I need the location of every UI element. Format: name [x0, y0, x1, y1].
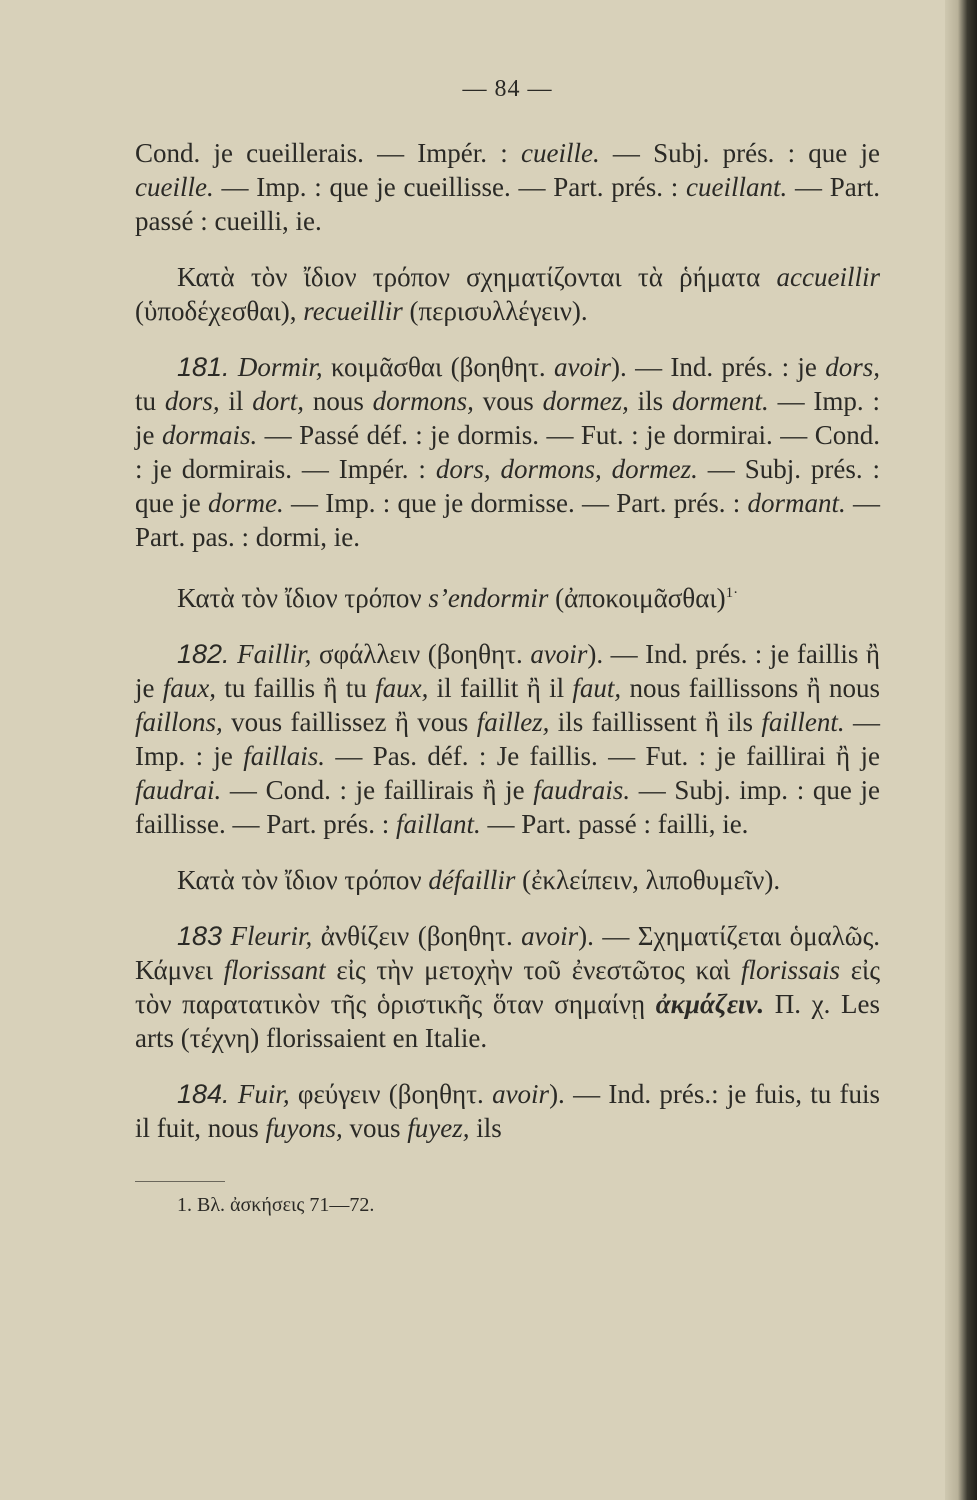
italic-text: avoir: [554, 352, 612, 382]
paragraph-p6: [135, 863, 880, 897]
italic-text: défaillir: [428, 865, 516, 895]
italic-text: faudrais.: [533, 775, 631, 805]
text-run: κοιμᾶσθαι (βοηθητ.: [322, 352, 555, 382]
page-content: [135, 72, 880, 1218]
text-run: (περισυλλέγειν).: [402, 296, 588, 326]
italic-text: dort,: [252, 386, 305, 416]
text-run: εἰς τὴν μετοχὴν τοῦ ἐνεστῶτος καὶ: [325, 955, 741, 985]
text-run: ἀνθίζειν (βοηθητ.: [312, 921, 522, 951]
text-run: vous: [342, 1113, 408, 1143]
text-run: — Subj. prés. : que je: [599, 138, 880, 168]
italic-text: dormais.: [161, 420, 258, 450]
text-run: φεύγειν (βοηθητ.: [289, 1079, 493, 1109]
text-run: [222, 921, 230, 951]
italic-text: dors,: [825, 352, 881, 382]
italic-text: avoir: [521, 921, 579, 951]
italic-text: dorme.: [207, 488, 284, 518]
text-run: — Imp. : que je cueillisse. — Part. prés. :: [213, 172, 686, 202]
text-run: ils: [628, 386, 672, 416]
paragraph-p8: [135, 1077, 880, 1145]
section-number: 184.: [177, 1079, 230, 1109]
emphasized-text: ἀκμάζειν.: [655, 989, 765, 1019]
text-run: nous faillissons ἢ nous: [621, 673, 880, 703]
section-number: 183: [177, 921, 223, 951]
paragraph-p3: [135, 350, 880, 554]
text-run: vous faillissez ἢ vous: [222, 707, 477, 737]
italic-text: dormant.: [747, 488, 846, 518]
text-run: εἰς τὸν παρατατικὸν τῆς ὁριστικῆς ὅταν σημαίνῃ: [135, 955, 881, 1019]
footnote-marker: 1·: [725, 585, 739, 601]
book-edge: [945, 0, 977, 1500]
text-run: Κατὰ τὸν ἴδιον τρόπον: [177, 865, 429, 895]
section-number: 181.: [177, 352, 230, 382]
text-run: ils: [469, 1113, 502, 1143]
italic-text: faillez,: [476, 707, 550, 737]
text-run: — Cond. : je faillirais ἢ je: [221, 775, 534, 805]
text-run: ). — Ind. prés. : je: [611, 352, 826, 382]
text-run: [230, 639, 238, 669]
text-run: nous: [304, 386, 373, 416]
text-run: σφάλλειν (βοηθητ.: [311, 639, 531, 669]
text-run: Κατὰ τὸν ἴδιον τρόπον σχηματίζονται τὰ ῥήματα: [177, 262, 777, 292]
text-run: — Subj. prés. : que je: [135, 454, 880, 518]
text-run: — Subj. imp. : que je faillisse. — Part. prés. :: [135, 775, 880, 839]
text-run: vous: [473, 386, 543, 416]
italic-text: cueillant.: [686, 172, 788, 202]
paragraph-p2: [135, 260, 880, 328]
italic-text: faux,: [375, 673, 429, 703]
italic-text: accueillir: [776, 262, 880, 292]
text-run: — Pas. déf. : Je faillis. — Fut. : je faillirai ἢ je: [325, 741, 881, 771]
italic-text: Fuir,: [237, 1079, 290, 1109]
page-number: — 84 —: [462, 76, 553, 102]
italic-text: dormons,: [372, 386, 474, 416]
text-run: — Imp. : que je dormisse. — Part. prés. :: [283, 488, 748, 518]
paragraph-p7: [135, 919, 880, 1055]
italic-text: faut,: [572, 673, 622, 703]
text-run: [230, 352, 238, 382]
italic-text: fuyez,: [407, 1113, 470, 1143]
italic-text: dors,: [164, 386, 220, 416]
text-run: — Part. passé : failli, ie.: [480, 809, 749, 839]
text-run: — Imp. : je: [135, 707, 881, 771]
text-run: ). — Ind. prés.: je fuis, tu fuis il fuit, nous: [135, 1079, 881, 1143]
italic-text: faux,: [162, 673, 217, 703]
text-run: (ἀποκοιμᾶσθαι): [548, 583, 726, 613]
italic-text: dormez,: [542, 386, 629, 416]
text-run: il faillit ἢ il: [428, 673, 573, 703]
text-run: Π. χ. Les arts (τέχνη) florissaient en Italie.: [135, 989, 880, 1053]
text-run: — Imp. : je: [135, 386, 880, 450]
italic-text: faillant.: [395, 809, 481, 839]
italic-text: cueille.: [135, 172, 214, 202]
italic-text: avoir: [492, 1079, 550, 1109]
text-run: (ἐκλείπειν, λιποθυμεῖν).: [515, 865, 781, 895]
footnote-divider: [135, 1181, 225, 1182]
text-run: Cond. je cueillerais. — Impér. :: [135, 138, 521, 168]
text-body: [135, 136, 880, 1145]
text-run: il: [219, 386, 253, 416]
text-run: ). — Ind. prés. : je faillis ἢ je: [135, 639, 881, 703]
italic-text: dorment.: [672, 386, 769, 416]
text-run: ils faillissent ἢ ils: [549, 707, 762, 737]
italic-text: dors, dormons, dormez.: [435, 454, 698, 484]
section-number: 182.: [177, 639, 230, 669]
text-run: — Passé déf. : je dormis. — Fut. : je dormirai. — Cond. : je dormirais. — Impér. :: [135, 420, 880, 484]
text-run: [230, 1079, 238, 1109]
paragraph-p1: [135, 136, 880, 238]
text-run: — Part. pas. : dormi, ie.: [135, 488, 880, 552]
italic-text: faillais.: [243, 741, 326, 771]
italic-text: faudrai.: [135, 775, 222, 805]
italic-text: florissais: [740, 955, 841, 985]
italic-text: florissant: [223, 955, 326, 985]
italic-text: faillons,: [135, 707, 223, 737]
italic-text: Fleurir,: [230, 921, 313, 951]
text-run: tu faillis ἢ tu: [216, 673, 376, 703]
italic-text: Dormir,: [237, 352, 323, 382]
footnote: 1. Βλ. ἀσκήσεις 71—72.: [177, 1194, 375, 1216]
text-run: — Part. passé : cueilli, ie.: [135, 172, 880, 236]
paragraph-p4: [135, 576, 880, 615]
italic-text: Faillir,: [237, 639, 312, 669]
italic-text: cueille.: [520, 138, 600, 168]
text-run: tu: [135, 386, 165, 416]
italic-text: s’endormir: [428, 583, 549, 613]
italic-text: faillent.: [761, 707, 845, 737]
italic-text: recueillir: [303, 296, 403, 326]
text-run: (ὑποδέχεσθαι),: [135, 296, 304, 326]
italic-text: fuyons,: [265, 1113, 343, 1143]
italic-text: avoir: [530, 639, 588, 669]
text-run: Κατὰ τὸν ἴδιον τρόπον: [177, 583, 429, 613]
text-run: ). — Σχηματίζεται ὁμαλῶς. Κάμνει: [135, 921, 881, 985]
paragraph-p5: [135, 637, 880, 841]
